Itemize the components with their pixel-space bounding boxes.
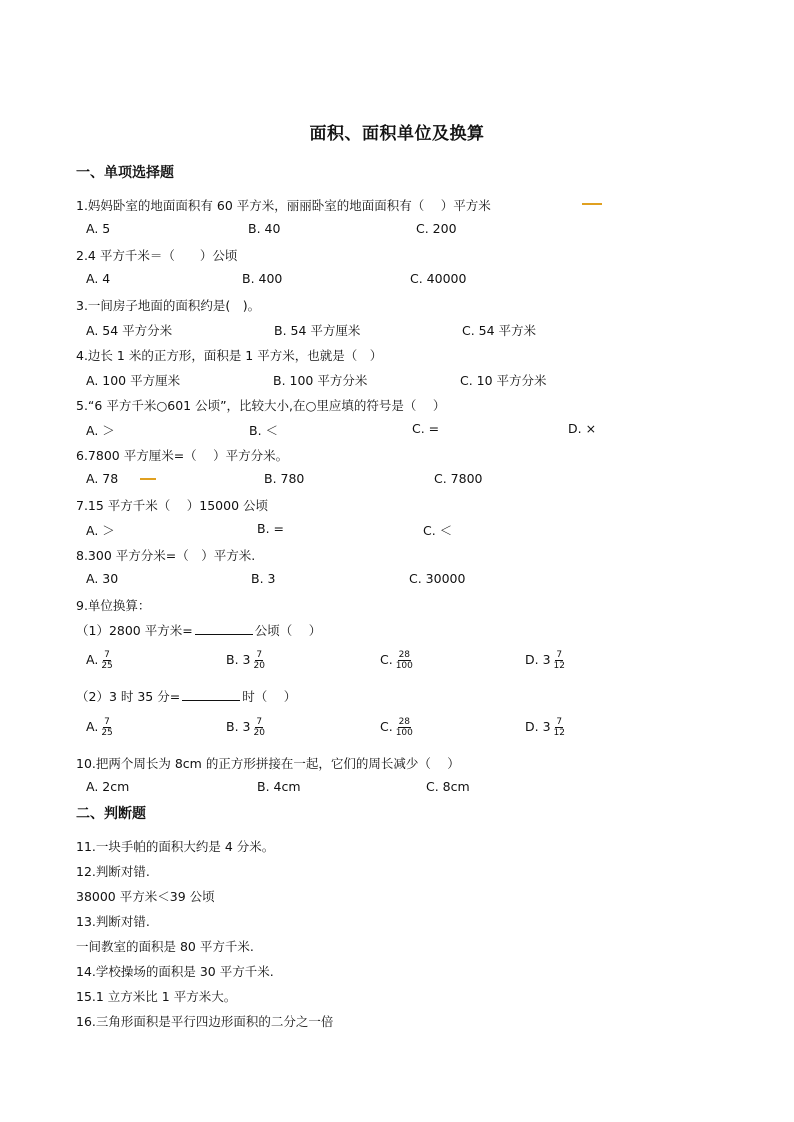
numerator: 28 bbox=[398, 650, 411, 660]
denominator: 20 bbox=[253, 728, 265, 738]
q2-option-c[interactable]: C. 40000 bbox=[410, 271, 467, 286]
q2-option-a[interactable]: A. 4 bbox=[86, 271, 111, 286]
page-title: 面积、面积单位及换算 bbox=[309, 124, 485, 144]
q4-option-b[interactable]: B. 100 平方分米 bbox=[273, 373, 368, 388]
q1-option-c[interactable]: C. 200 bbox=[416, 221, 457, 236]
fraction bbox=[396, 717, 413, 738]
option-label: B. 3 bbox=[226, 719, 251, 734]
numerator: 7 bbox=[556, 717, 563, 727]
question-10: 10.把两个周长为 8cm 的正方形拼接在一起，它们的周长减少（ ） bbox=[76, 756, 460, 771]
q7-option-b[interactable]: B. = bbox=[257, 521, 284, 536]
question-7: 7.15 平方千米（ ）15000 公顷 bbox=[76, 498, 269, 513]
q4-option-c[interactable]: C. 10 平方分米 bbox=[460, 373, 547, 388]
question-13: 13.判断对错. bbox=[76, 914, 150, 929]
fraction bbox=[554, 717, 565, 738]
q1-option-a[interactable]: A. 5 bbox=[86, 221, 111, 236]
question-12: 12.判断对错. bbox=[76, 864, 150, 879]
q5-option-d[interactable]: D. × bbox=[568, 421, 597, 436]
question-9-part-2 bbox=[76, 687, 296, 705]
option-label: C. bbox=[380, 719, 393, 734]
fraction bbox=[101, 717, 112, 738]
numerator: 7 bbox=[256, 650, 263, 660]
question-9-part-1 bbox=[76, 621, 321, 639]
highlight-mark bbox=[140, 478, 156, 480]
option-label: D. 3 bbox=[525, 652, 551, 667]
question-4: 4.边长 1 米的正方形，面积是 1 平方米，也就是（ ） bbox=[76, 348, 383, 363]
q4-option-a[interactable]: A. 100 平方厘米 bbox=[86, 373, 181, 388]
part-1-suffix: 公顷（ ） bbox=[254, 623, 322, 638]
option-label: A. bbox=[86, 719, 99, 734]
denominator: 20 bbox=[253, 661, 265, 671]
part-2-suffix: 时（ ） bbox=[242, 689, 297, 704]
q5-option-b[interactable]: B. ＜ bbox=[249, 423, 279, 438]
q9-1-option-a[interactable] bbox=[86, 650, 113, 671]
question-16: 16.三角形面积是平行四边形面积的二分之一倍 bbox=[76, 1014, 334, 1029]
q10-option-c[interactable]: C. 8cm bbox=[426, 779, 470, 794]
option-label: B. 3 bbox=[226, 652, 251, 667]
q3-option-a[interactable]: A. 54 平方分米 bbox=[86, 323, 173, 338]
fraction bbox=[554, 650, 565, 671]
question-5: 5.“6 平方千米○601 公顷”，比较大小,在○里应填的符号是（ ） bbox=[76, 398, 446, 413]
highlight-mark bbox=[582, 203, 602, 205]
q9-1-option-c[interactable] bbox=[380, 650, 413, 671]
question-14: 14.学校操场的面积是 30 平方千米. bbox=[76, 964, 274, 979]
question-8: 8.300 平方分米=（ ）平方米. bbox=[76, 548, 256, 563]
q5-option-a[interactable]: A. ＞ bbox=[86, 423, 115, 438]
denominator: 100 bbox=[395, 728, 413, 738]
q9-1-option-d[interactable] bbox=[525, 650, 565, 671]
question-1: 1.妈妈卧室的地面面积有 60 平方米，丽丽卧室的地面面积有（ ）平方米 bbox=[76, 198, 491, 213]
question-11: 11.一块手帕的面积大约是 4 分米。 bbox=[76, 839, 275, 854]
question-2: 2.4 平方千米＝（ ）公顷 bbox=[76, 248, 238, 263]
q10-option-b[interactable]: B. 4cm bbox=[257, 779, 301, 794]
question-15: 15.1 立方米比 1 平方米大。 bbox=[76, 989, 237, 1004]
fraction bbox=[396, 650, 413, 671]
q3-option-c[interactable]: C. 54 平方米 bbox=[462, 323, 537, 338]
q2-option-b[interactable]: B. 400 bbox=[242, 271, 283, 286]
denominator: 25 bbox=[101, 728, 113, 738]
q9-1-option-b[interactable] bbox=[226, 650, 265, 671]
question-12-statement: 38000 平方米＜39 公顷 bbox=[76, 889, 215, 904]
q6-option-b[interactable]: B. 780 bbox=[264, 471, 305, 486]
q8-option-b[interactable]: B. 3 bbox=[251, 571, 276, 586]
q5-option-c[interactable]: C. = bbox=[412, 421, 440, 436]
q3-option-b[interactable]: B. 54 平方厘米 bbox=[274, 323, 361, 338]
question-6: 6.7800 平方厘米=（ ）平方分米。 bbox=[76, 448, 289, 463]
numerator: 7 bbox=[104, 650, 110, 660]
q9-2-option-b[interactable] bbox=[226, 717, 265, 738]
q9-2-option-c[interactable] bbox=[380, 717, 413, 738]
q6-option-a[interactable]: A. 78 bbox=[86, 471, 119, 486]
denominator: 12 bbox=[553, 661, 565, 671]
numerator: 7 bbox=[556, 650, 563, 660]
section-heading-choice: 一、单项选择题 bbox=[76, 165, 174, 181]
q10-option-a[interactable]: A. 2cm bbox=[86, 779, 130, 794]
option-label: C. bbox=[380, 652, 393, 667]
question-3: 3.一间房子地面的面积约是( )。 bbox=[76, 298, 261, 313]
q8-option-c[interactable]: C. 30000 bbox=[409, 571, 466, 586]
denominator: 100 bbox=[395, 661, 413, 671]
question-13-statement: 一间教室的面积是 80 平方千米. bbox=[76, 939, 254, 954]
denominator: 25 bbox=[101, 661, 113, 671]
q8-option-a[interactable]: A. 30 bbox=[86, 571, 119, 586]
denominator: 12 bbox=[553, 728, 565, 738]
section-heading-judge: 二、判断题 bbox=[76, 806, 146, 822]
q7-option-c[interactable]: C. ＜ bbox=[423, 523, 453, 538]
q6-option-c[interactable]: C. 7800 bbox=[434, 471, 483, 486]
fraction bbox=[253, 717, 264, 738]
question-9: 9.单位换算： bbox=[76, 598, 151, 613]
q9-2-option-d[interactable] bbox=[525, 717, 565, 738]
fraction bbox=[253, 650, 264, 671]
option-label: A. bbox=[86, 652, 99, 667]
answer-blank[interactable] bbox=[182, 689, 240, 701]
part-2-prefix: （2）3 时 35 分= bbox=[76, 689, 181, 704]
q7-option-a[interactable]: A. ＞ bbox=[86, 523, 115, 538]
numerator: 7 bbox=[104, 717, 110, 727]
numerator: 7 bbox=[256, 717, 263, 727]
q9-2-option-a[interactable] bbox=[86, 717, 113, 738]
numerator: 28 bbox=[398, 717, 411, 727]
option-label: D. 3 bbox=[525, 719, 551, 734]
fraction bbox=[101, 650, 112, 671]
answer-blank[interactable] bbox=[195, 623, 253, 635]
part-1-prefix: （1）2800 平方米= bbox=[76, 623, 193, 638]
q1-option-b[interactable]: B. 40 bbox=[248, 221, 281, 236]
